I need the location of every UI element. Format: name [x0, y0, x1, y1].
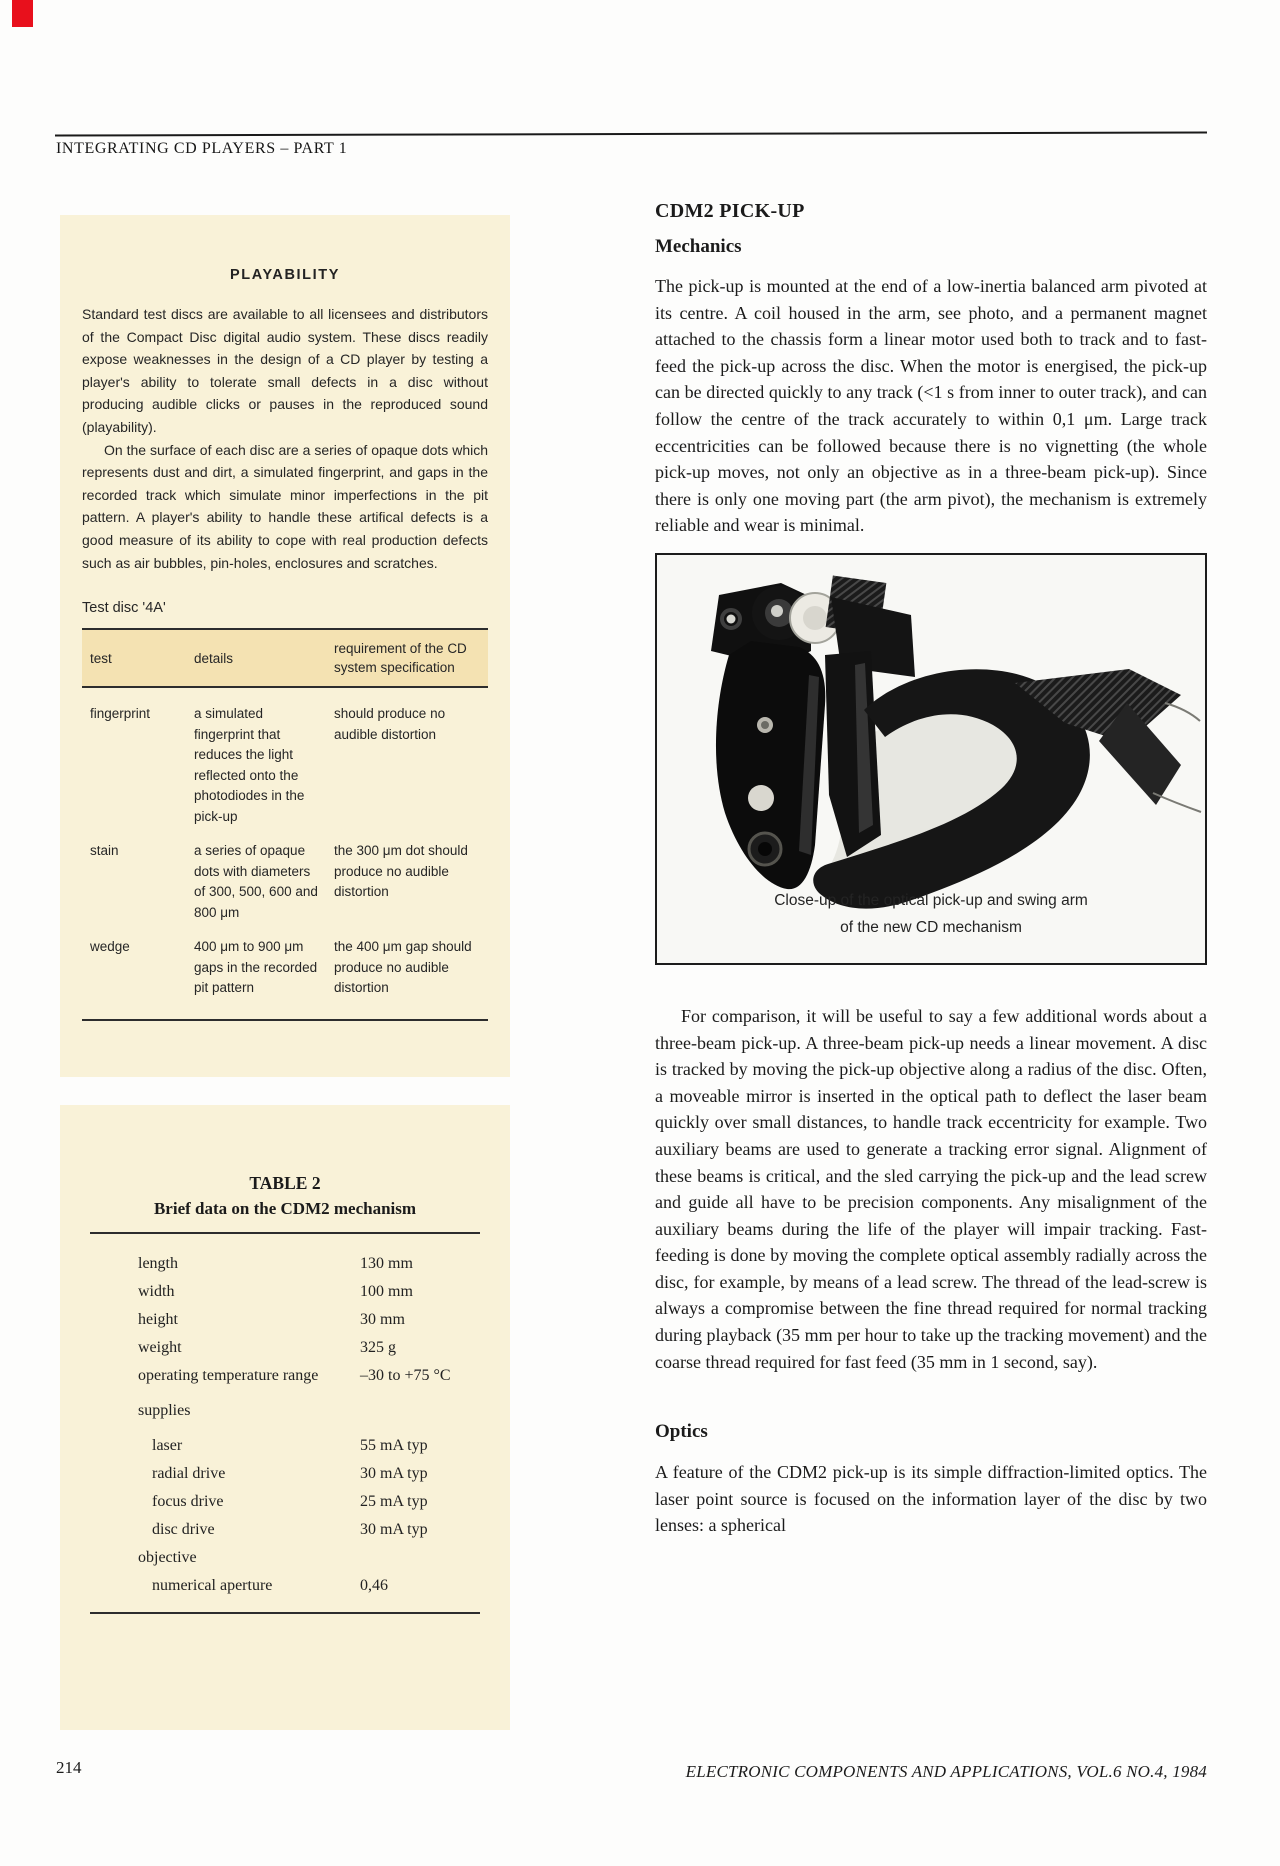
column-header-details: details [194, 650, 234, 666]
running-header-title: INTEGRATING CD PLAYERS – PART 1 [56, 140, 348, 157]
cell-test: wedge [90, 939, 130, 955]
table2-title: TABLE 2 [249, 1173, 321, 1193]
playability-paragraph-2: On the surface of each disc are a series of opaque dots which represents dust and dirt, a simulated fingerprint, and gaps in the recorded track which simulate minor imperfections in the pit pattern. A player's ability to handle these artifical defects is a good measure of its ability to cope with real production defects such as air bubbles, pin-holes, enclosures and scratches. [82, 441, 488, 571]
spec-value: 130 mm [360, 1255, 413, 1272]
table2-row [90, 1544, 480, 1572]
playability-heading: PLAYABILITY [230, 267, 340, 283]
spec-label: disc drive [152, 1521, 215, 1538]
cell-details: 400 μm to 900 μm gaps in the recorded pit pattern [194, 939, 318, 996]
page-number: 214 [56, 1758, 82, 1777]
spec-label: laser [152, 1437, 183, 1454]
spec-label: height [138, 1311, 178, 1328]
spec-value: –30 to +75 °C [360, 1367, 451, 1384]
comparison-paragraph: For comparison, it will be useful to say a few additional words about a three-beam pick-up. A three-beam pick-up needs a linear movement. A disc is tracked by moving the pick-up objective along a radius of the disc. Often, a moveable mirror is inserted in the optical path to deflect the laser beam quickly over small distances, to handle track eccentricity for example. Two auxiliary beams are used to generate a tracking error signal. Alignment of these beams is critical, and the sled carrying the pick-up and the lead screw and guide all have to be precision components. Any misalignment of the auxiliary beams during the life of the player will impair tracking. Fast-feeding is done by moving the complete optical assembly radially across the disc, for example, by means of a lead screw. The thread of the lead-screw is always a compromise between the fine thread required for normal tracking during playback (35 mm per hour to take up the tracking movement) and the coarse thread required for fast feed (35 mm in 1 second, say). [655, 1005, 1207, 1372]
table2-row [90, 1334, 480, 1362]
table2-subtitle: Brief data on the CDM2 mechanism [153, 1199, 417, 1218]
cell-test: fingerprint [90, 706, 151, 722]
table-rule-bottom [82, 1019, 488, 1021]
table2-row [90, 1460, 480, 1488]
table2-panel [60, 1105, 510, 1730]
cell-test: stain [90, 843, 119, 859]
header-rule [55, 131, 1207, 136]
table2-row [90, 1278, 480, 1306]
spec-label: weight [138, 1339, 182, 1356]
cell-requirement: the 300 μm dot should produce no audible distortion [334, 843, 468, 900]
spec-label: supplies [138, 1402, 191, 1419]
table-row [90, 704, 488, 827]
column-header-requirement: requirement of the CD system specification [334, 641, 467, 676]
article-column [655, 200, 1207, 1539]
spec-label: objective [138, 1549, 197, 1566]
cell-details: a simulated fingerprint that reduces the light reflected onto the photodiodes in the pick-up [194, 706, 305, 824]
optics-paragraph: A feature of the CDM2 pick-up is its simple diffraction-limited optics. The laser point source is focused on the information layer of the disc by two lenses: a spherical [655, 1462, 1207, 1536]
column-header-test: test [90, 650, 112, 666]
spec-value: 55 mA typ [360, 1437, 428, 1454]
table-row [90, 841, 488, 923]
optics-heading: Optics [655, 1421, 708, 1443]
spec-value: 25 mA typ [360, 1493, 428, 1510]
cell-details: a series of opaque dots with diameters of 300, 500, 600 and 800 μm [194, 843, 318, 920]
test-disc-table [82, 628, 488, 1021]
playability-panel [60, 215, 510, 1077]
cell-requirement: the 400 μm gap should produce no audible distortion [334, 939, 472, 996]
spec-value: 30 mA typ [360, 1465, 428, 1482]
spec-value: 100 mm [360, 1283, 413, 1300]
photo-caption-line-1: Close-up of the optical pick-up and swing arm [774, 891, 1088, 909]
spec-value: 30 mm [360, 1311, 405, 1328]
spec-label: length [138, 1255, 178, 1272]
spec-label: radial drive [152, 1465, 226, 1482]
spec-value: 30 mA typ [360, 1521, 428, 1538]
table2-row [90, 1488, 480, 1516]
table-row [90, 937, 488, 999]
spec-value: 325 g [360, 1339, 396, 1356]
spec-label: numerical aperture [152, 1577, 273, 1594]
spec-label: operating temperature range [138, 1367, 319, 1384]
table2-row [90, 1397, 480, 1425]
test-disc-table-body [82, 688, 488, 1019]
test-disc-table-header-row [82, 630, 488, 686]
table2-row [90, 1572, 480, 1600]
mechanics-paragraph: The pick-up is mounted at the end of a low-inertia balanced arm pivoted at its centre. A coil housed in the arm, see photo, and a permanent magnet attached to the chassis form a linear motor used both to track and to fast-feed the pick-up across the disc. When the motor is energised, the pick-up can be directed quickly to any track (<1 s from inner to outer track), and can follow the centre of the track accurately to within 0,1 μm. Large track eccentricities can be followed because there is no vignetting (the whole pick-up moves, not only an objective as in a three-beam pick-up). Since there is only one moving part (the arm pivot), the mechanism is extremely reliable and wear is minimal. [655, 276, 1207, 536]
spec-value: 0,46 [360, 1577, 388, 1594]
red-registration-mark [12, 0, 33, 27]
photo-caption [657, 887, 1205, 941]
table2-row [90, 1432, 480, 1460]
section-title: CDM2 PICK-UP [655, 200, 805, 222]
spec-label: width [138, 1283, 175, 1300]
table2-rows [90, 1250, 480, 1600]
photo-caption-line-2: of the new CD mechanism [840, 918, 1022, 936]
test-disc-table-label: Test disc '4A' [82, 600, 166, 617]
journal-footer: ELECTRONIC COMPONENTS AND APPLICATIONS, VOL.6 NO.4, 1984 [685, 1762, 1207, 1781]
mechanics-heading: Mechanics [655, 236, 742, 257]
cell-requirement: should produce no audible distortion [334, 706, 446, 742]
spec-label: focus drive [152, 1493, 224, 1510]
table2-row [90, 1362, 480, 1390]
table2-row [90, 1250, 480, 1278]
table2-row [90, 1516, 480, 1544]
pickup-photo-figure [655, 553, 1207, 965]
table2-rule-bottom [90, 1612, 480, 1614]
table2-row [90, 1306, 480, 1334]
playability-paragraph-1: Standard test discs are available to all licensees and distributors of the Compact Disc digital audio system. These discs readily expose weaknesses in the design of a CD player by testing a player's ability to tolerate small defects in a disc without producing audible clicks or pauses in the reproduced sound (playability). [82, 306, 488, 435]
table2-rule-top [90, 1232, 480, 1234]
